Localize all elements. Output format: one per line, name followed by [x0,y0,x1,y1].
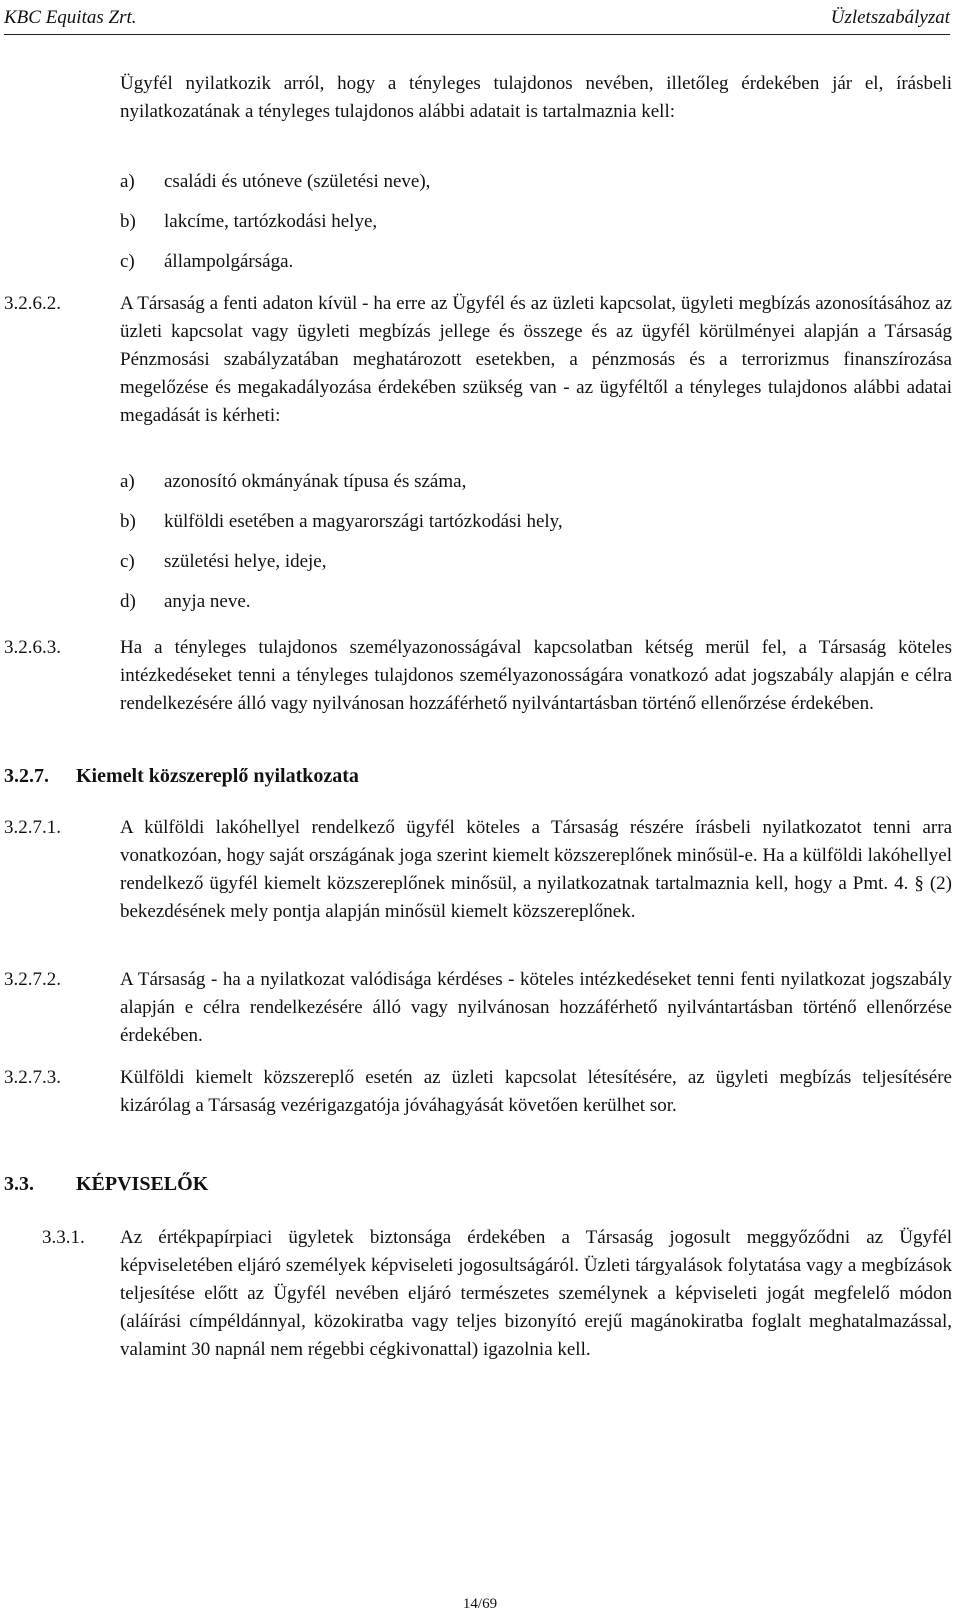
section-331-text: Az értékpapírpiaci ügyletek biztonsága érdekében a Társaság jogosult meggyőződni az Ügyfél képviseletében eljáró személyek képviseleti jogosultságáról. Üzleti tárgyalások folytatása vagy a megbízások teljesítése előtt az Ügyfél nevében eljáró természetes személynek a képviseleti jogát megfelelő módon (aláírási címpéldánnyal, közokiratba vagy teljes bizonyító erejű magánokiratba foglalt meghatalmazással, valamint 30 napnál nem régebbi cégkivonattal) igazolnia kell. [120,1227,952,1360]
list-item-label: c) [120,251,135,272]
list-item-label: a) [120,471,135,492]
list-item-text: családi és utóneve (születési neve), [164,171,431,192]
section-number-331: 3.3.1. [42,1227,85,1248]
list-item-label: a) [120,171,135,192]
page-number: 14/69 [462,1596,498,1612]
list-item-label: b) [120,511,136,532]
section-number-3272: 3.2.7.2. [4,969,61,990]
heading-number-327: 3.2.7. [4,765,49,787]
heading-327-title: Kiemelt közszereplő nyilatkozata [76,765,359,787]
header-doc-title: Üzletszabályzat [830,7,950,28]
section-number-3271: 3.2.7.1. [4,817,61,838]
section-number-3263: 3.2.6.3. [4,637,61,658]
header-company: KBC Equitas Zrt. [4,7,137,28]
heading-33-title: KÉPVISELŐK [76,1173,209,1195]
list-item-label: d) [120,591,136,612]
list-item-text: külföldi esetében a magyarországi tartózkodási hely, [164,511,563,532]
section-3262-text: A Társaság a fenti adaton kívül - ha erre az Ügyfél és az üzleti kapcsolat, ügyleti megbízás azonosításához az üzleti kapcsolat vagy ügyleti megbízás jellege és összege és az ügyfél körülményei alapján a Társaság Pénzmosási szabályzatában meghatározott esetekben, a pénzmosás és a terrorizmus finanszírozása megelőzése és megakadályozása érdekében szükség van - az ügyféltől a tényleges tulajdonos alábbi adatai megadását is kérheti: [120,293,952,426]
section-3273-text: Külföldi kiemelt közszereplő esetén az üzleti kapcsolat létesítésére, az ügyleti megbízás teljesítésére kizárólag a Társaság vezérigazgatója jóváhagyását követően kerülhet sor. [120,1067,952,1116]
section-number-3273: 3.2.7.3. [4,1067,61,1088]
list-item-label: c) [120,551,135,572]
list-item-text: azonosító okmányának típusa és száma, [164,471,467,492]
list-item-label: b) [120,211,136,232]
list-item-text: anyja neve. [164,591,251,612]
section-number-3262: 3.2.6.2. [4,293,61,314]
page-header [4,4,950,35]
intro-paragraph: Ügyfél nyilatkozik arról, hogy a tényleges tulajdonos nevében, illetőleg érdekében jár el, írásbeli nyilatkozatának a tényleges tulajdonos alábbi adatait is tartalmaznia kell: [120,73,952,122]
section-3272-text: A Társaság - ha a nyilatkozat valódisága kérdéses - köteles intézkedéseket tenni fenti nyilatkozat jogszabály alapján e célra rendelkezésére álló vagy nyilvánosan hozzáférhető nyilvántartásban történő ellenőrzése érdekében. [120,969,952,1046]
list-item-text: születési helye, ideje, [164,551,327,572]
section-3263-text: Ha a tényleges tulajdonos személyazonosságával kapcsolatban kétség merül fel, a Társaság köteles intézkedéseket tenni a tényleges tulajdonos személyazonosságára vonatkozó adat jogszabály alapján e célra rendelkezésére álló vagy nyilvánosan hozzáférhető nyilvántartásban történő ellenőrzése érdekében. [120,637,952,714]
list-item-text: lakcíme, tartózkodási helye, [164,211,378,232]
heading-number-33: 3.3. [4,1173,34,1195]
list-item-text: állampolgársága. [164,251,294,272]
section-3271-text: A külföldi lakóhellyel rendelkező ügyfél köteles a Társaság részére írásbeli nyilatkozatot tenni arra vonatkozóan, hogy saját országának joga szerint kiemelt közszereplőnek minősül-e. Ha a külföldi lakóhellyel rendelkező ügyfél kiemelt közszereplőnek minősül, a nyilatkozatnak tartalmaznia kell, hogy a Pmt. 4. § (2) bekezdésének mely pontja alapján minősül kiemelt közszereplőnek. [120,817,952,922]
